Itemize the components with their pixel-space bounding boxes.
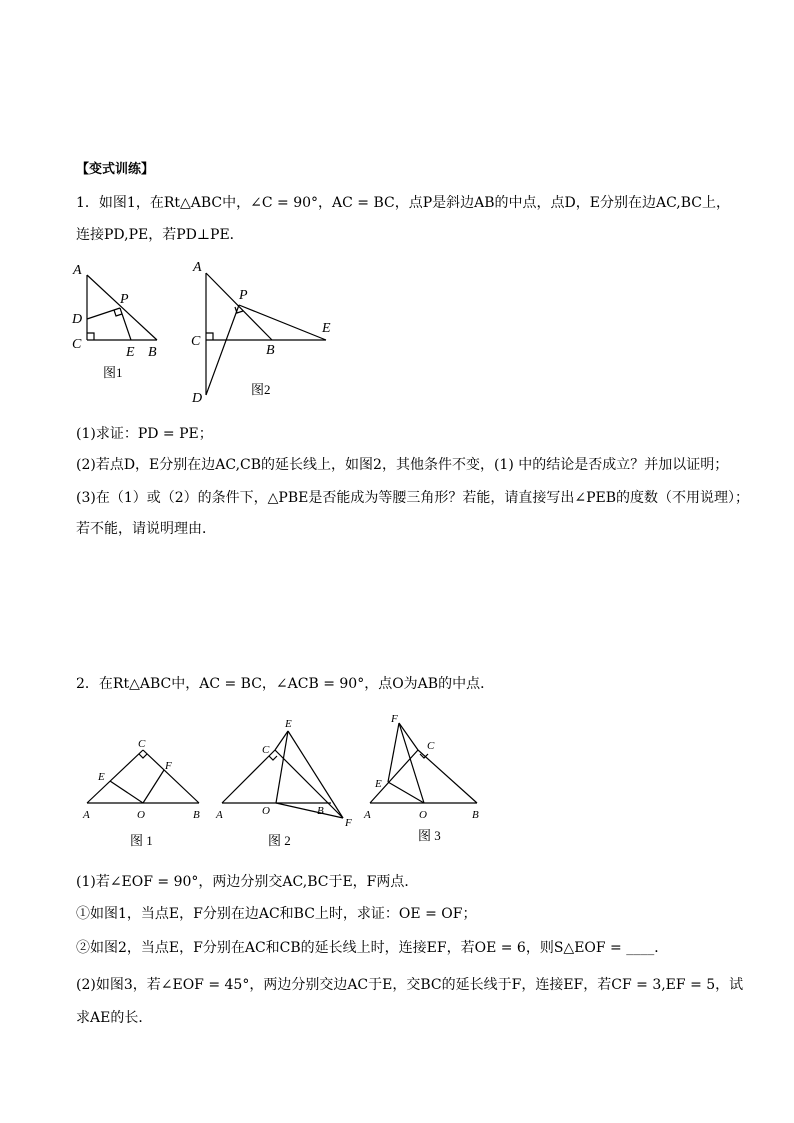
q2-fig1-label-b: B xyxy=(193,809,200,821)
q2-fig3-label-b: B xyxy=(472,809,479,821)
q1-fig2-label-p: P xyxy=(239,288,248,303)
q1-part2: (2)若点D，E分别在边AC,CB的延长线上，如图2，其他条件不变，(1) 中的结论是否成立？并加以证明； xyxy=(76,457,729,473)
q2-part1a: ①如图1，当点E，F分别在边AC和BC上时，求证：OE = OF； xyxy=(76,906,477,922)
q2-fig2-label-a: A xyxy=(216,809,223,821)
q1-fig1-caption: 图1 xyxy=(103,365,123,380)
q2-fig3-label-c: C xyxy=(427,740,435,752)
q2-stem: 2．在Rt△ABC中，AC = BC，∠ACB = 90°，点O为AB的中点． xyxy=(76,676,495,692)
q2-fig3-caption: 图 3 xyxy=(418,828,441,843)
q1-fig1-label-e: E xyxy=(126,345,135,360)
q2-fig2-label-f: F xyxy=(345,817,352,829)
section-heading: 【变式训练】 xyxy=(76,162,155,177)
q2-fig1-label-c: C xyxy=(138,738,146,750)
q1-fig2-label-b: B xyxy=(266,343,275,358)
q2-part2-line2: 求AE的长． xyxy=(76,1010,153,1026)
q1-stem-line2: 连接PD,PE，若PD⊥PE． xyxy=(76,227,244,243)
q1-fig1-label-c: C xyxy=(72,337,82,352)
q1-fig2-caption: 图2 xyxy=(251,382,271,397)
q1-fig1-label-a: A xyxy=(73,263,82,278)
q2-fig2-label-o: O xyxy=(262,805,270,817)
q2-fig3-label-f: F xyxy=(391,713,398,725)
q1-stem-line1: 1．如图1，在Rt△ABC中，∠C = 90°，AC = BC，点P是斜边AB的中点，点D，E分别在边AC,BC上， xyxy=(76,195,731,211)
q1-fig1-label-d: D xyxy=(72,312,83,327)
q1-fig1-label-p: P xyxy=(120,292,129,307)
q2-fig2-label-e: E xyxy=(285,718,292,730)
q1-fig2-label-e: E xyxy=(322,321,331,336)
q1-part1: (1)求证：PD = PE； xyxy=(76,426,213,442)
q2-fig1-caption: 图 1 xyxy=(130,833,153,848)
q2-fig1-label-e: E xyxy=(98,771,105,783)
q2-part1b: ②如图2，当点E，F分别在AC和CB的延长线上时，连接EF，若OE = 6，则S△EOF = ____． xyxy=(76,940,669,956)
q2-fig2-label-c: C xyxy=(262,744,270,756)
q1-fig2-label-c: C xyxy=(191,334,201,349)
q2-fig3-label-e: E xyxy=(375,778,382,790)
q2-part1: (1)若∠EOF = 90°，两边分别交AC,BC于E，F两点． xyxy=(76,874,419,890)
q2-fig2-label-b: B xyxy=(317,805,324,817)
q2-fig1-label-a: A xyxy=(83,809,90,821)
q1-part3-line2: 若不能，请说明理由． xyxy=(76,521,216,537)
q2-part2-line1: (2)如图3，若∠EOF = 45°，两边分别交边AC于E，交BC的延长线于F，连接EF，若CF = 3,EF = 5，试 xyxy=(76,977,744,993)
q2-fig3-label-a: A xyxy=(364,809,371,821)
q1-fig2-label-a: A xyxy=(193,260,202,275)
q1-fig2-label-d: D xyxy=(192,391,203,406)
q2-fig1-label-f: F xyxy=(165,760,172,772)
q2-fig2-caption: 图 2 xyxy=(268,833,291,848)
q1-fig1-label-b: B xyxy=(148,345,157,360)
q1-part3-line1: (3)在（1）或（2）的条件下，△PBE是否能成为等腰三角形？若能，请直接写出∠PEB的度数（不用说理）； xyxy=(76,490,749,506)
q2-fig3-label-o: O xyxy=(419,809,427,821)
q2-fig1-label-o: O xyxy=(137,809,145,821)
